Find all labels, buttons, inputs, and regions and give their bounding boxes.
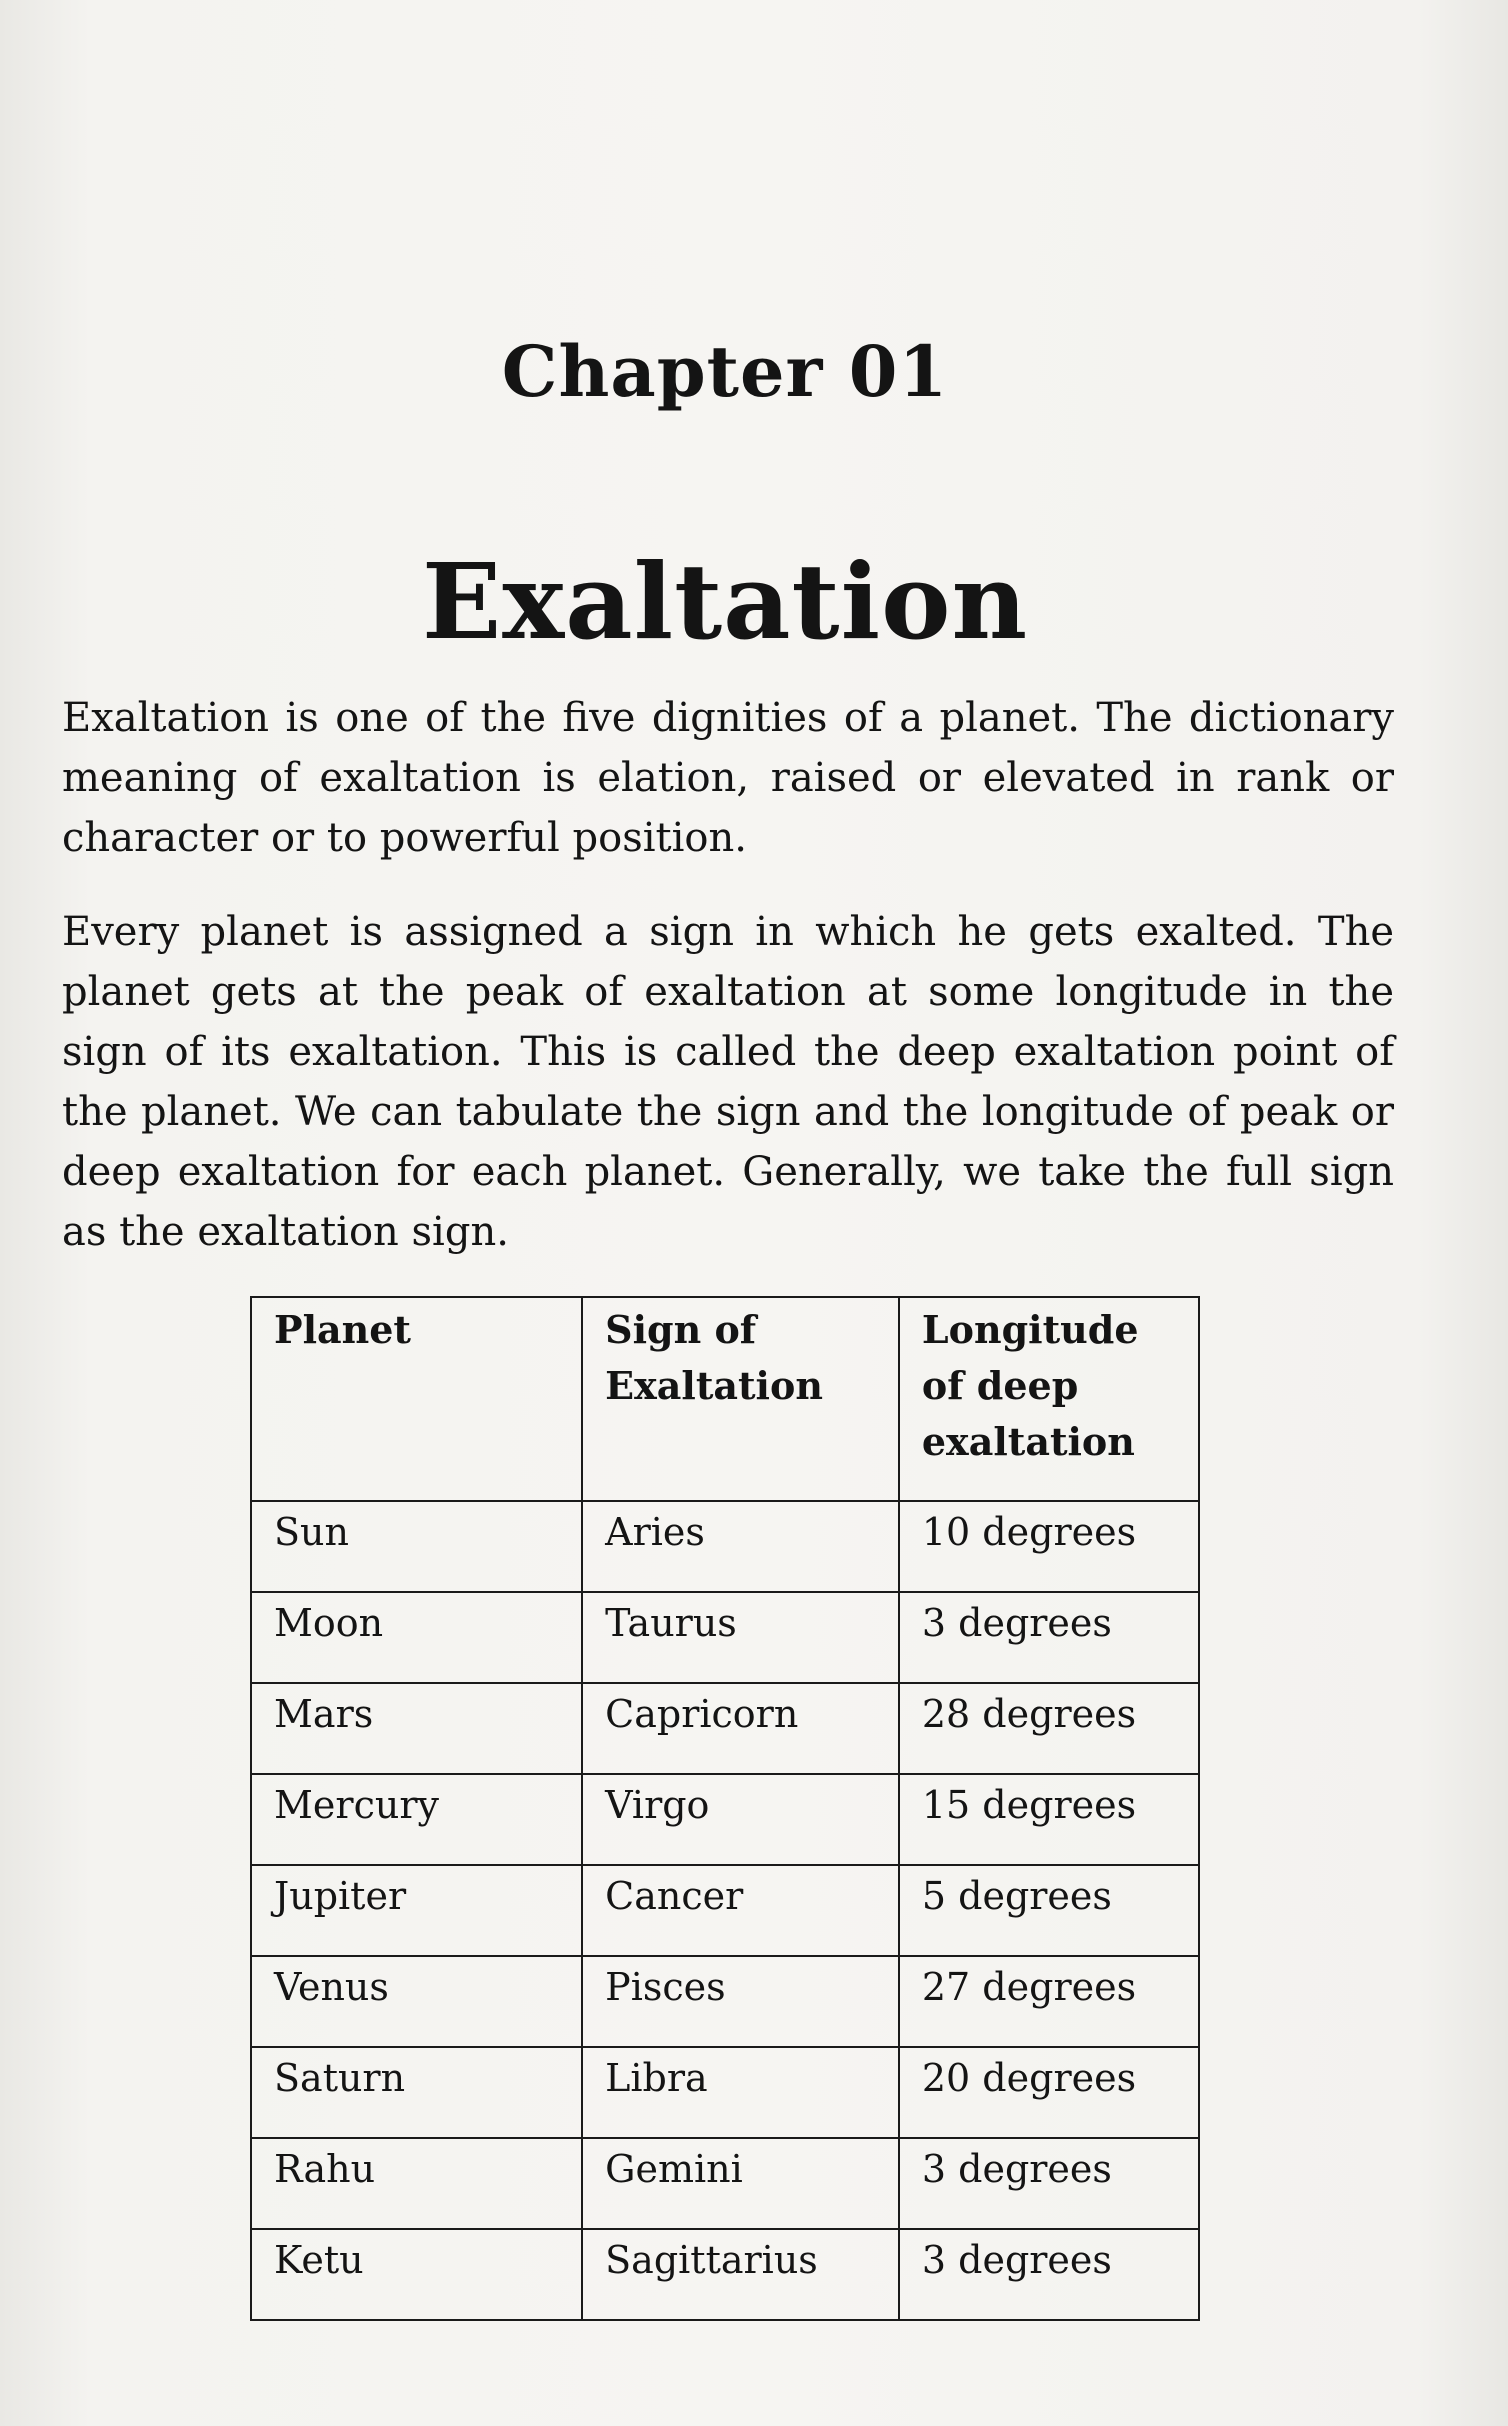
header-sign-of-exaltation: Sign of Exaltation	[582, 1297, 899, 1501]
paragraph-description: Every planet is assigned a sign in which he gets exalted. The planet gets at the peak of exaltation at some longitude in the sign of its exaltation. This is called the deep exaltation point of the planet. We can tabulate the sign and the longitude of peak or deep exaltation for each planet. Generally, we take the full sign as the exaltation sign.	[62, 909, 1394, 1255]
table-row	[251, 1865, 1199, 1956]
cell-planet: Venus	[251, 1956, 582, 2047]
cell-sign: Cancer	[582, 1865, 899, 1956]
cell-longitude: 15 degrees	[899, 1774, 1199, 1865]
cell-longitude: 28 degrees	[899, 1683, 1199, 1774]
paragraph-definition: Exaltation is one of the five dignities of a planet. The dictionary meaning of exaltation is elation, raised or elevated in rank or character or to powerful position.	[62, 695, 1394, 861]
cell-planet: Sun	[251, 1501, 582, 1592]
table-row	[251, 1501, 1199, 1592]
cell-longitude: 5 degrees	[899, 1865, 1199, 1956]
header-planet: Planet	[251, 1297, 582, 1501]
cell-sign: Virgo	[582, 1774, 899, 1865]
cell-longitude: 27 degrees	[899, 1956, 1199, 2047]
cell-longitude: 20 degrees	[899, 2047, 1199, 2138]
cell-longitude: 3 degrees	[899, 2138, 1199, 2229]
cell-planet: Mars	[251, 1683, 582, 1774]
cell-planet: Moon	[251, 1592, 582, 1683]
chapter-label: Chapter 01	[501, 330, 949, 413]
header-longitude: Longitude of deep exaltation	[899, 1297, 1199, 1501]
cell-sign: Pisces	[582, 1956, 899, 2047]
cell-planet: Saturn	[251, 2047, 582, 2138]
cell-sign: Libra	[582, 2047, 899, 2138]
cell-planet: Jupiter	[251, 1865, 582, 1956]
cell-sign: Sagittarius	[582, 2229, 899, 2320]
table-header-row	[251, 1297, 1199, 1501]
exaltation-table	[250, 1296, 1200, 2321]
table-row	[251, 2047, 1199, 2138]
table-row	[251, 2229, 1199, 2320]
cell-longitude: 10 degrees	[899, 1501, 1199, 1592]
cell-planet: Mercury	[251, 1774, 582, 1865]
table-row	[251, 2138, 1199, 2229]
cell-sign: Taurus	[582, 1592, 899, 1683]
cell-longitude: 3 degrees	[899, 2229, 1199, 2320]
cell-planet: Ketu	[251, 2229, 582, 2320]
cell-sign: Gemini	[582, 2138, 899, 2229]
cell-sign: Aries	[582, 1501, 899, 1592]
cell-longitude: 3 degrees	[899, 1592, 1199, 1683]
table-row	[251, 1683, 1199, 1774]
table-row	[251, 1592, 1199, 1683]
chapter-title: Exaltation	[421, 540, 1029, 663]
cell-planet: Rahu	[251, 2138, 582, 2229]
cell-sign: Capricorn	[582, 1683, 899, 1774]
table-row	[251, 1956, 1199, 2047]
table-row	[251, 1774, 1199, 1865]
